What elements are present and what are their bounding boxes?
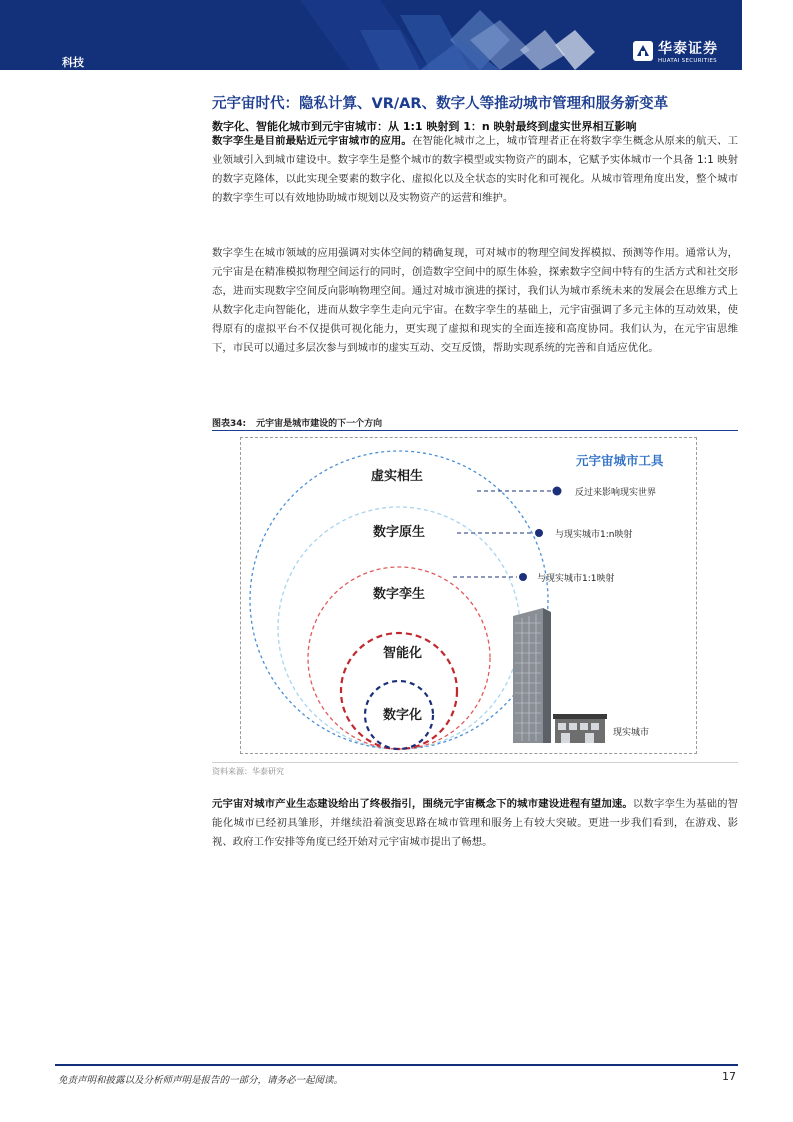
ring-label-4: 智能化 bbox=[383, 646, 423, 661]
section-title: 元宇宙时代：隐私计算、VR/AR、数字人等推动城市管理和服务新变革 bbox=[212, 96, 669, 112]
paragraph-1 bbox=[212, 132, 738, 208]
annotation-1: 反过来影响现实世界 bbox=[575, 488, 657, 498]
annotation-dot-2 bbox=[535, 529, 543, 537]
company-logo bbox=[632, 38, 737, 68]
banner-pattern bbox=[0, 0, 742, 70]
figure-bottom-rule bbox=[212, 762, 738, 763]
low-building-icon bbox=[553, 714, 607, 743]
annotation-dot-3 bbox=[519, 573, 527, 581]
tool-title: 元宇宙城市工具 bbox=[576, 453, 664, 468]
footer-rule bbox=[55, 1064, 738, 1066]
footer-disclaimer: 免责声明和披露以及分析师声明是报告的一部分，请务必一起阅读。 bbox=[58, 1075, 344, 1086]
logo-english-name: HUATAI SECURITIES bbox=[658, 58, 717, 64]
figure-top-rule bbox=[212, 430, 738, 431]
figure-label bbox=[212, 416, 392, 429]
annotation-2: 与现实城市1:n映射 bbox=[555, 530, 633, 540]
annotation-dot-1 bbox=[553, 487, 562, 496]
paragraph-3-lead: 元宇宙对城市产业生态建设给出了终极指引，围绕元宇宙概念下的城市建设进程有望加速。 bbox=[212, 798, 633, 810]
paragraph-2: 数字孪生在城市领域的应用强调对实体空间的精确复现，可对城市的物理空间发挥模拟、预测等作用。通常认为，元宇宙是在精准模拟物理空间运行的同时，创造数字空间中的原生体验，探索数字空间中特有的生活方式和社交形态，进而实现数字空间反向影响物理空间。通过对城市演进的探讨，我们认为城市系统未来的发展会在思维方式上从数字化走向智能化，进而从数字孪生走向元宇宙。在数字孪生的基础上，元宇宙强调了多元主体的互动效果，使得原有的虚拟平台不仅提供可视化能力，更实现了虚拟和现实的全面连接和高度协同。我们认为，在元宇宙思维下，市民可以通过多层次参与到城市的虚实互动、交互反馈，帮助实现系统的完善和自适应优化。 bbox=[212, 247, 738, 355]
paragraph-3 bbox=[212, 795, 738, 852]
header-banner bbox=[0, 0, 742, 70]
ring-label-3: 数字孪生 bbox=[373, 587, 426, 602]
section-subtitle: 数字化、智能化城市到元宇宙城市：从 1:1 映射到 1：n 映射最终到虚实世界相互影响 bbox=[212, 120, 637, 133]
page-number: 17 bbox=[722, 1070, 736, 1083]
ring-label-5: 数字化 bbox=[383, 708, 423, 723]
logo-chinese-name: 华泰证券 bbox=[658, 41, 718, 57]
tall-building-icon bbox=[513, 608, 551, 743]
figure-source: 资料来源：华泰研究 bbox=[212, 767, 284, 776]
paragraph-3-body: 以数字孪生为基础的智能化城市已经初具雏形，并继续沿着演变思路在城市管理和服务上有较大突破。更进一步我们看到，在游戏、影视、政府工作安排等角度已经开始对元宇宙城市提出了畅想。 bbox=[212, 798, 739, 849]
logo-mark-icon bbox=[632, 40, 654, 62]
paragraph-1-body: 在智能化城市之上，城市管理者正在将数字孪生概念从原来的航天、工业领域引入到城市建设中。数字孪生是整个城市的数字模型或实物资产的副本，它赋予实体城市一个具备 1:1 映射的数字克隆体，以此实现全要素的数字化、虚拟化以及全状态的实时化和可视化。从城市管理角度出发，整个城市的数字孪生可以有效地协助城市规划以及实物资产的运营和维护。 bbox=[212, 135, 739, 205]
section-tag: 科技 bbox=[62, 56, 84, 69]
figure-caption: 元宇宙是城市建设的下一个方向 bbox=[256, 419, 383, 429]
ring-label-1: 虚实相生 bbox=[371, 469, 424, 484]
figure-frame bbox=[240, 437, 697, 754]
figure-number: 图表34: bbox=[212, 419, 247, 429]
figure-diagram bbox=[241, 438, 698, 755]
paragraph-1-lead: 数字孪生是目前最贴近元宇宙城市的应用。 bbox=[212, 135, 412, 147]
annotation-3: 与现实城市1:1映射 bbox=[537, 574, 615, 584]
city-label: 现实城市 bbox=[613, 728, 650, 738]
ring-label-2: 数字原生 bbox=[373, 525, 426, 540]
